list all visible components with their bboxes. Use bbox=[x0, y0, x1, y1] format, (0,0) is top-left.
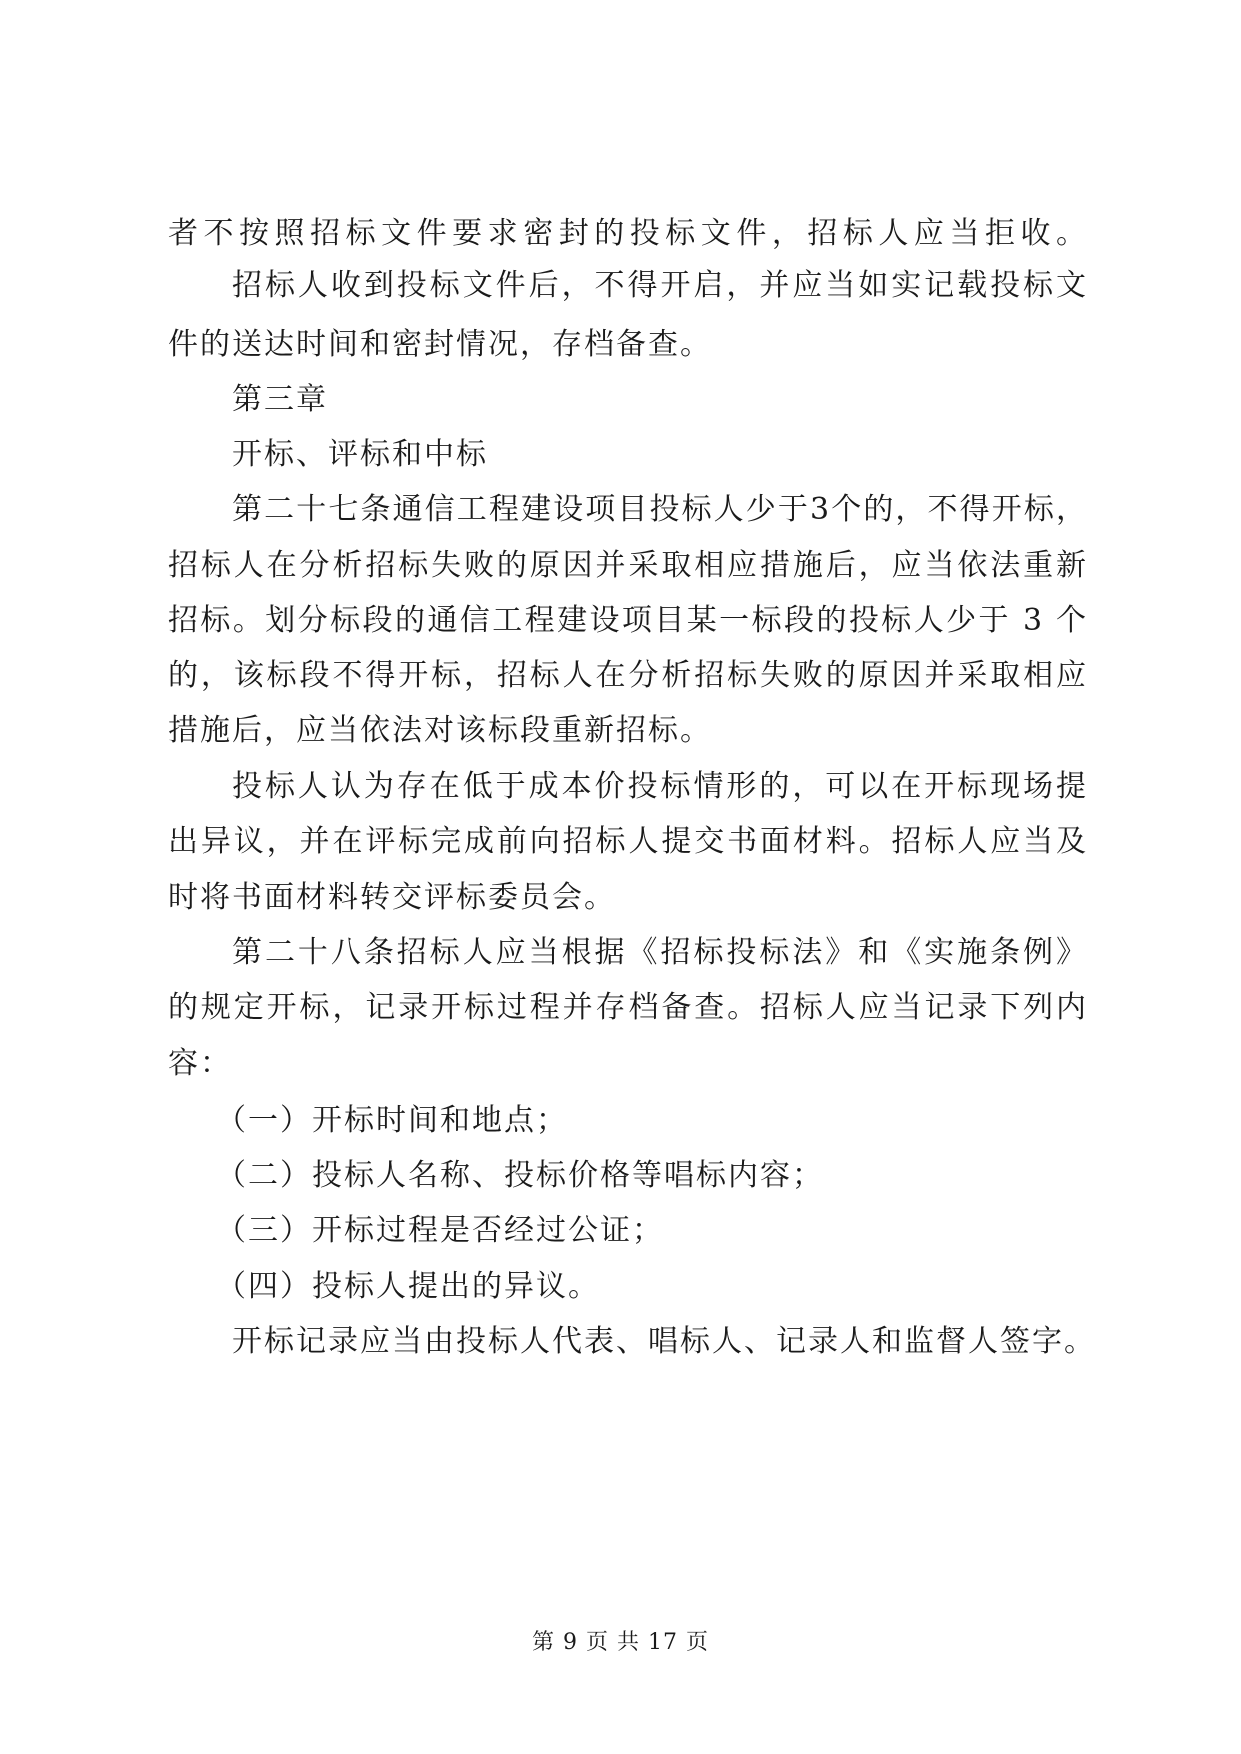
text-line: 措施后，应当依法对该标段重新招标。 bbox=[168, 713, 712, 748]
chapter-title: 开标、评标和中标 bbox=[232, 437, 488, 472]
text-line: 者不按照招标文件要求密封的投标文件，招标人应当拒收。 bbox=[168, 216, 1088, 251]
text-line: 招标人收到投标文件后，不得开启，并应当如实记载投标文 bbox=[232, 268, 1088, 303]
text-line: 件的送达时间和密封情况，存档备查。 bbox=[168, 327, 712, 362]
text-line: 招标人在分析招标失败的原因并采取相应措施后，应当依法重新 bbox=[168, 548, 1088, 583]
list-item: （二）投标人名称、投标价格等唱标内容； bbox=[216, 1158, 824, 1193]
text-line: 容： bbox=[168, 1046, 232, 1081]
text-line: 开标记录应当由投标人代表、唱标人、记录人和监督人签字。 bbox=[232, 1324, 1096, 1359]
text-line: 投标人认为存在低于成本价投标情形的，可以在开标现场提 bbox=[232, 769, 1088, 804]
list-item: （四）投标人提出的异议。 bbox=[216, 1269, 600, 1304]
chapter-number: 第三章 bbox=[232, 382, 328, 417]
text-line: 的规定开标，记录开标过程并存档备查。招标人应当记录下列内 bbox=[168, 990, 1088, 1025]
text-line: 第二十七条通信工程建设项目投标人少于3个的，不得开标， bbox=[232, 492, 1088, 527]
text-line: 第二十八条招标人应当根据《招标投标法》和《实施条例》 bbox=[232, 935, 1088, 970]
text-line: 时将书面材料转交评标委员会。 bbox=[168, 880, 616, 915]
list-item: （一）开标时间和地点； bbox=[216, 1103, 568, 1138]
text-line: 出异议，并在评标完成前向招标人提交书面材料。招标人应当及 bbox=[168, 824, 1088, 859]
text-line: 的，该标段不得开标，招标人在分析招标失败的原因并采取相应 bbox=[168, 658, 1088, 693]
text-line: 招标。划分标段的通信工程建设项目某一标段的投标人少于 3 个 bbox=[168, 603, 1088, 638]
list-item: （三）开标过程是否经过公证； bbox=[216, 1213, 664, 1248]
page-number-footer: 第 9 页 共 17 页 bbox=[532, 1630, 709, 1655]
